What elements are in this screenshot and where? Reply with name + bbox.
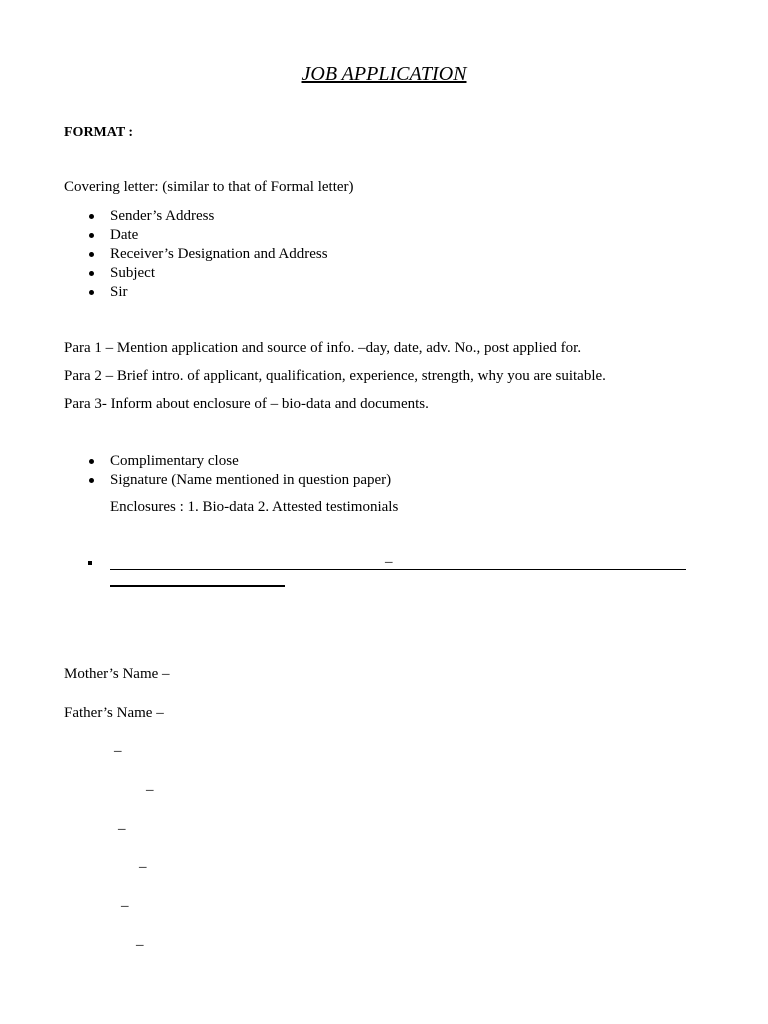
covering-letter-list xyxy=(64,207,328,302)
list-item: Complimentary close xyxy=(64,452,391,471)
dash-mark: – xyxy=(114,743,122,759)
closing-list xyxy=(64,452,391,490)
dash-mark: – xyxy=(385,554,393,570)
list-item: Sender’s Address xyxy=(64,207,328,226)
square-bullet xyxy=(88,561,92,565)
mothers-name-label: Mother’s Name – xyxy=(64,666,170,682)
paragraph-3: Para 3- Inform about enclosure of – bio-data and documents. xyxy=(64,396,429,412)
dash-mark: – xyxy=(136,937,144,953)
list-item: Signature (Name mentioned in question paper) xyxy=(64,471,391,490)
paragraph-2: Para 2 – Brief intro. of applicant, qualification, experience, strength, why you are suitable. xyxy=(64,368,606,384)
list-item: Subject xyxy=(64,264,328,283)
dash-mark: – xyxy=(121,898,129,914)
dash-mark: – xyxy=(139,859,147,875)
dash-mark: – xyxy=(146,782,154,798)
list-item: Receiver’s Designation and Address xyxy=(64,245,328,264)
page-title: JOB APPLICATION xyxy=(301,63,467,85)
format-heading: FORMAT : xyxy=(64,125,134,140)
paragraph-1: Para 1 – Mention application and source of info. –day, date, adv. No., post applied for. xyxy=(64,340,582,356)
underline-rule-1 xyxy=(110,569,686,570)
fathers-name-label: Father’s Name – xyxy=(64,705,164,721)
list-item: Sir xyxy=(64,283,328,302)
list-item: Date xyxy=(64,226,328,245)
dash-mark: – xyxy=(118,821,126,837)
covering-letter-heading: Covering letter: (similar to that of Formal letter) xyxy=(64,179,354,195)
underline-rule-2 xyxy=(110,585,285,587)
enclosures-line: Enclosures : 1. Bio-data 2. Attested testimonials xyxy=(110,499,399,515)
